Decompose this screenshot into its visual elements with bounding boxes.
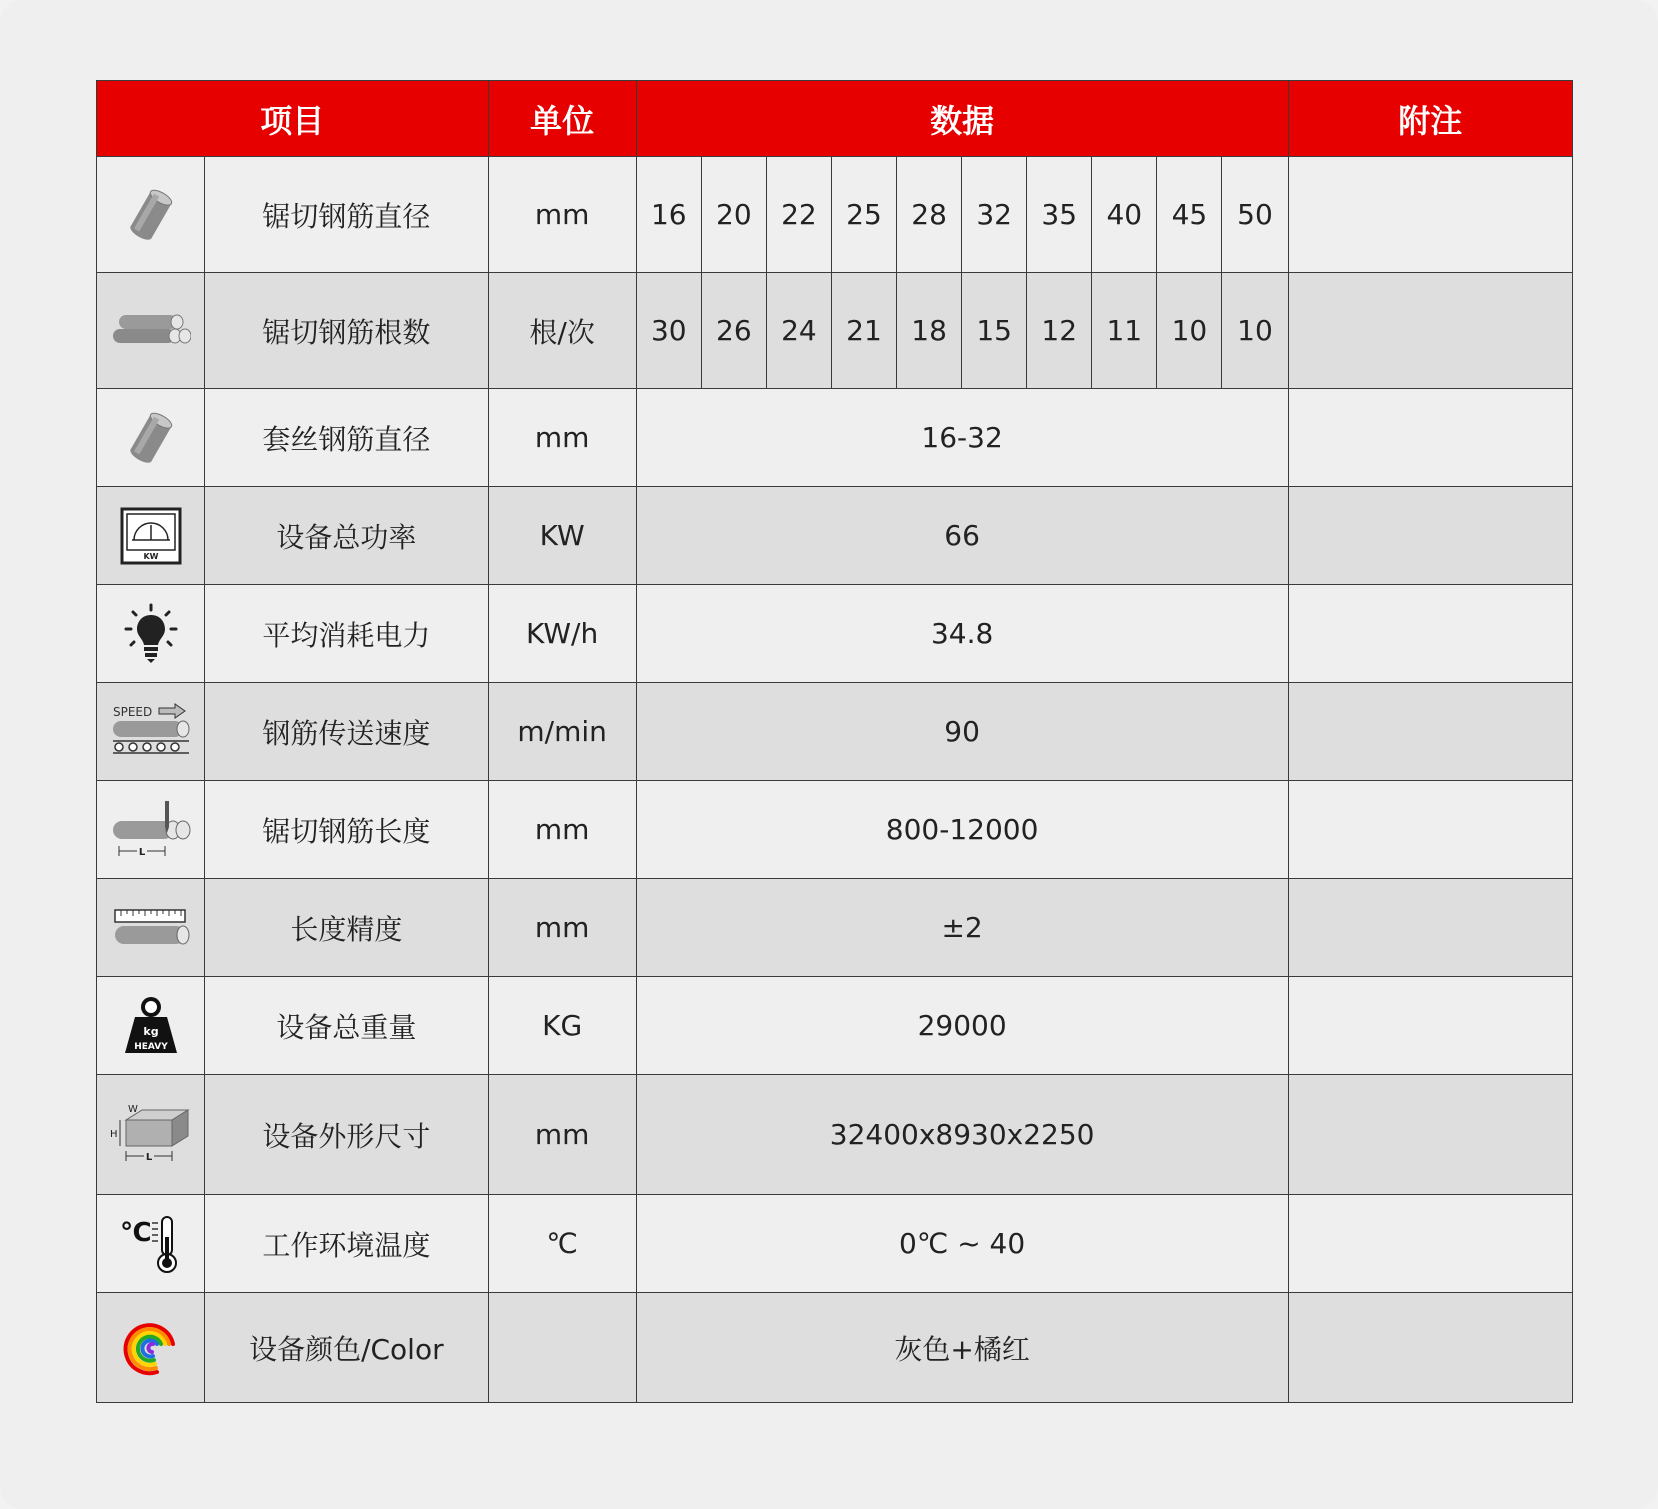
row-icon-cell bbox=[97, 487, 205, 585]
rebar-bundle-icon bbox=[111, 309, 191, 353]
row-unit: KG bbox=[488, 977, 636, 1075]
row-name: 设备总功率 bbox=[205, 487, 488, 585]
row-unit: ℃ bbox=[488, 1195, 636, 1293]
value-cell: 10 bbox=[1157, 273, 1222, 389]
table-row bbox=[97, 1195, 1573, 1293]
row-unit: 根/次 bbox=[488, 273, 636, 389]
table-row bbox=[97, 1075, 1573, 1195]
row-note bbox=[1288, 683, 1572, 781]
row-icon-cell bbox=[97, 389, 205, 487]
svg-text:KW: KW bbox=[143, 551, 159, 561]
value-cell: 22 bbox=[766, 157, 831, 273]
row-note bbox=[1288, 585, 1572, 683]
value-cell: 50 bbox=[1222, 157, 1288, 273]
ruler-rebar-icon bbox=[111, 906, 191, 950]
row-icon-cell bbox=[97, 585, 205, 683]
value-cell: 26 bbox=[701, 273, 766, 389]
row-icon-cell bbox=[97, 157, 205, 273]
svg-text:L: L bbox=[138, 846, 145, 858]
heavy-weight-icon bbox=[121, 995, 181, 1057]
row-note bbox=[1288, 487, 1572, 585]
row-name: 钢筋传送速度 bbox=[205, 683, 488, 781]
svg-text:H: H bbox=[109, 1128, 118, 1140]
color-ring-icon bbox=[119, 1316, 183, 1380]
row-unit: mm bbox=[488, 781, 636, 879]
table-row bbox=[97, 1293, 1573, 1403]
row-note bbox=[1288, 1195, 1572, 1293]
conveyor-speed-icon bbox=[109, 703, 193, 761]
row-unit: KW/h bbox=[488, 585, 636, 683]
value-cell: 28 bbox=[897, 157, 962, 273]
row-name: 套丝钢筋直径 bbox=[205, 389, 488, 487]
row-name: 长度精度 bbox=[205, 879, 488, 977]
row-unit: KW bbox=[488, 487, 636, 585]
row-note bbox=[1288, 273, 1572, 389]
value-cell: 11 bbox=[1092, 273, 1157, 389]
row-name: 锯切钢筋长度 bbox=[205, 781, 488, 879]
value-cell: 45 bbox=[1157, 157, 1222, 273]
value-cell: 12 bbox=[1027, 273, 1092, 389]
row-value: 32400x8930x2250 bbox=[636, 1075, 1288, 1195]
row-unit: mm bbox=[488, 157, 636, 273]
row-value: 90 bbox=[636, 683, 1288, 781]
row-icon-cell bbox=[97, 1293, 205, 1403]
row-name: 锯切钢筋直径 bbox=[205, 157, 488, 273]
saw-length-icon bbox=[109, 799, 193, 861]
value-cell: 16 bbox=[636, 157, 701, 273]
value-cell: 32 bbox=[962, 157, 1027, 273]
spec-table bbox=[96, 80, 1573, 1403]
row-value: 66 bbox=[636, 487, 1288, 585]
row-unit: mm bbox=[488, 879, 636, 977]
row-value: ±2 bbox=[636, 879, 1288, 977]
value-cell: 20 bbox=[701, 157, 766, 273]
table-row bbox=[97, 487, 1573, 585]
table-row bbox=[97, 389, 1573, 487]
svg-text:HEAVY: HEAVY bbox=[133, 1041, 168, 1052]
header-row bbox=[97, 81, 1573, 157]
table-row bbox=[97, 585, 1573, 683]
row-icon-cell bbox=[97, 273, 205, 389]
value-cell: 15 bbox=[962, 273, 1027, 389]
table-row bbox=[97, 683, 1573, 781]
svg-text:SPEED: SPEED bbox=[112, 704, 152, 719]
row-value: 灰色+橘红 bbox=[636, 1293, 1288, 1403]
header-note: 附注 bbox=[1288, 81, 1572, 157]
row-value: 16-32 bbox=[636, 389, 1288, 487]
row-note bbox=[1288, 781, 1572, 879]
table-row bbox=[97, 781, 1573, 879]
row-value: 29000 bbox=[636, 977, 1288, 1075]
row-unit: m/min bbox=[488, 683, 636, 781]
value-cell: 21 bbox=[831, 273, 896, 389]
row-name: 设备总重量 bbox=[205, 977, 488, 1075]
value-cell: 35 bbox=[1027, 157, 1092, 273]
row-icon-cell bbox=[97, 1075, 205, 1195]
table-row bbox=[97, 157, 1573, 273]
row-name: 设备外形尺寸 bbox=[205, 1075, 488, 1195]
value-cell: 25 bbox=[831, 157, 896, 273]
row-icon-cell bbox=[97, 977, 205, 1075]
row-note bbox=[1288, 977, 1572, 1075]
row-note bbox=[1288, 157, 1572, 273]
header-data: 数据 bbox=[636, 81, 1288, 157]
row-note bbox=[1288, 389, 1572, 487]
light-bulb-icon bbox=[123, 603, 179, 665]
svg-text:W: W bbox=[127, 1103, 138, 1115]
value-cell: 10 bbox=[1222, 273, 1288, 389]
row-value: 0℃ ~ 40 bbox=[636, 1195, 1288, 1293]
row-name: 平均消耗电力 bbox=[205, 585, 488, 683]
row-note bbox=[1288, 1293, 1572, 1403]
svg-text:L: L bbox=[145, 1151, 152, 1163]
value-cell: 18 bbox=[897, 273, 962, 389]
row-icon-cell bbox=[97, 781, 205, 879]
table-row bbox=[97, 273, 1573, 389]
header-item: 项目 bbox=[97, 81, 489, 157]
row-icon-cell bbox=[97, 879, 205, 977]
row-icon-cell bbox=[97, 683, 205, 781]
header-unit: 单位 bbox=[488, 81, 636, 157]
row-unit: mm bbox=[488, 1075, 636, 1195]
row-icon-cell bbox=[97, 1195, 205, 1293]
row-value: 800-12000 bbox=[636, 781, 1288, 879]
value-cell: 40 bbox=[1092, 157, 1157, 273]
value-cell: 24 bbox=[766, 273, 831, 389]
box-dimensions-icon bbox=[108, 1102, 194, 1168]
thermometer-icon bbox=[118, 1213, 184, 1275]
rebar-cylinder-icon bbox=[121, 408, 181, 468]
row-unit: mm bbox=[488, 389, 636, 487]
row-name: 锯切钢筋根数 bbox=[205, 273, 488, 389]
svg-text:kg: kg bbox=[142, 1024, 159, 1038]
power-meter-icon bbox=[120, 507, 182, 565]
row-note bbox=[1288, 1075, 1572, 1195]
row-name: 工作环境温度 bbox=[205, 1195, 488, 1293]
row-unit bbox=[488, 1293, 636, 1403]
row-name: 设备颜色/Color bbox=[205, 1293, 488, 1403]
table-row bbox=[97, 879, 1573, 977]
rebar-cylinder-icon bbox=[121, 185, 181, 245]
svg-text:℃: ℃ bbox=[119, 1217, 152, 1248]
row-note bbox=[1288, 879, 1572, 977]
table-row bbox=[97, 977, 1573, 1075]
row-value: 34.8 bbox=[636, 585, 1288, 683]
value-cell: 30 bbox=[636, 273, 701, 389]
